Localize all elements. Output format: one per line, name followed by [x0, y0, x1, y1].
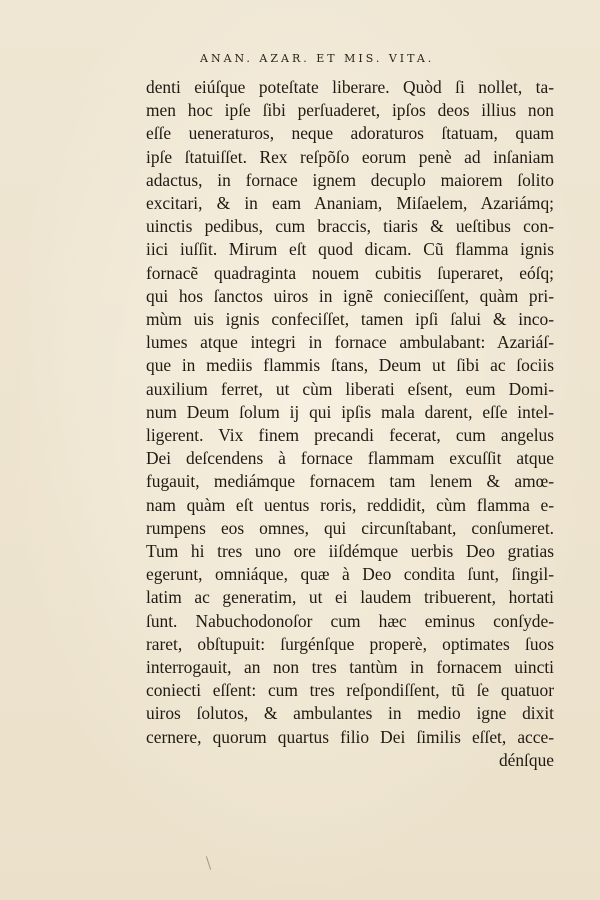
text-line: Dei deſcendens à fornace flammam excuſſit atque [146, 448, 554, 469]
text-line: fugauit, mediámque fornacem tam lenem & amœ- [146, 471, 554, 492]
text-line: interrogauit, an non tres tantùm in fornacem uincti [146, 657, 554, 678]
text-line: mùm uis ignis confeciſſet, tamen ipſi ſalui & inco- [146, 309, 554, 330]
text-line: cernere, quorum quartus filio Dei ſimilis eſſet, acce- [146, 726, 554, 747]
text-line: men hoc ipſe ſibi perſuaderet, ipſos deos illius non [146, 100, 554, 121]
text-line: num Deum ſolum ij qui ipſis mala darent, eſſe intel- [146, 401, 554, 422]
running-head: ANAN. AZAR. ET MIS. VITA. [200, 52, 435, 65]
text-line: adactus, in fornace ignem decuplo maiorem ſolito [146, 169, 554, 190]
text-line: uiros ſolutos, & ambulantes in medio igne dixit [146, 703, 554, 724]
text-line: excitari, & in eam Ananiam, Miſaelem, Azariámq; [146, 193, 554, 214]
text-line: denti eiúſque poteſtate liberare. Quòd ſi nollet, ta- [146, 77, 554, 97]
text-line: rumpens eos omnes, qui circunſtabant, conſumeret. [146, 517, 554, 538]
text-line: uinctis pedibus, cum braccis, tiaris & ueſtibus con- [146, 216, 554, 237]
text-line: raret, obſtupuit: ſurgénſque properè, optimates ſuos [146, 633, 554, 654]
text-line: que in mediis flammis ſtans, Deum ut ſibi ac ſociis [146, 355, 554, 376]
catchword: dénſque [498, 749, 554, 770]
text-line: egerunt, omniáque, quæ à Deo condita ſunt, ſingil- [146, 564, 554, 585]
text-line: ipſe ſtatuiſſet. Rex reſpõſo eorum penè ad inſaniam [146, 146, 554, 167]
paper-mark [206, 856, 211, 870]
text-line: nam quàm eſt uentus roris, reddidit, cùm flamma e- [146, 494, 554, 515]
body-text [146, 76, 554, 772]
text-line: qui hos ſanctos uiros in ignẽ conieciſſent, quàm pri- [146, 285, 554, 306]
text-line: eſſe ueneraturos, neque adoraturos ſtatuam, quam [146, 123, 554, 144]
text-line: coniecti eſſent: cum tres reſpondiſſent, tũ ſe quatuor [146, 680, 554, 701]
text-line: Tum hi tres uno ore iiſdémque uerbis Deo gratias [146, 541, 554, 562]
text-line: ligerent. Vix finem precandi fecerat, cum angelus [146, 425, 554, 446]
text-line: ſunt. Nabuchodonoſor cum hæc eminus conſyde- [146, 610, 554, 631]
text-line: iici iuſſit. Mirum eſt quod dicam. Cũ flamma ignis [146, 239, 554, 260]
text-line: latim ac generatim, ut ei laudem tribuerent, hortati [146, 587, 554, 608]
text-line: lumes atque integri in fornace ambulabant: Azariáſ- [146, 332, 554, 353]
text-line: fornacẽ quadraginta nouem cubitis ſuperaret, eóſq; [146, 262, 554, 283]
text-line: auxilium ferret, ut cùm liberati eſsent, eum Domi- [146, 378, 554, 399]
